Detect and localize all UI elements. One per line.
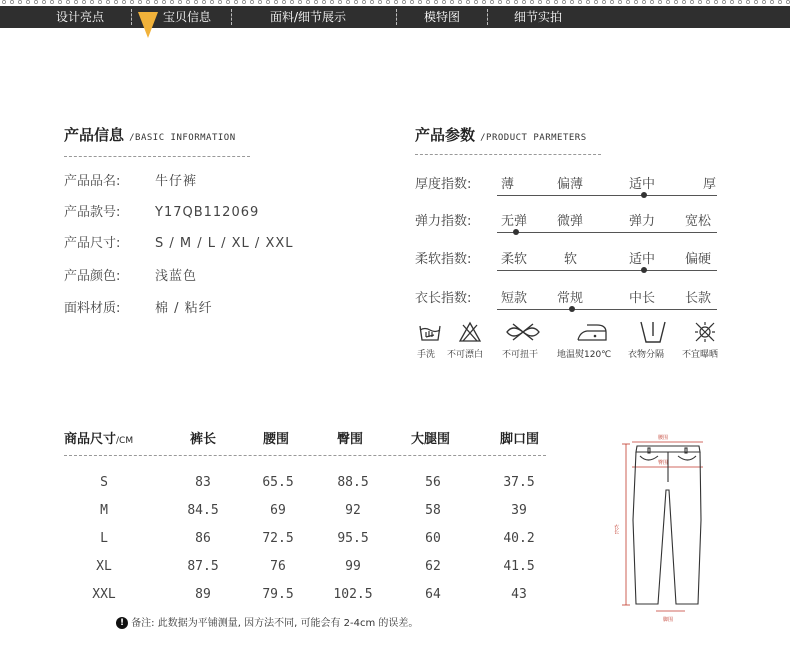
size-cell: XXL xyxy=(92,587,116,602)
info-label: 面料材质: xyxy=(64,301,121,316)
measurement-cell: 41.5 xyxy=(503,559,535,574)
nav-divider xyxy=(231,9,232,25)
separate-wash-icon xyxy=(638,319,668,345)
measurement-cell: 39 xyxy=(511,503,527,518)
size-header-label: 商品尺寸 xyxy=(64,432,117,447)
active-tab-arrow-icon xyxy=(138,12,158,38)
param-option: 常规 xyxy=(557,291,584,306)
param-option: 微弹 xyxy=(557,214,584,229)
care-label: 不可扭干 xyxy=(502,350,539,360)
nav-divider xyxy=(487,9,488,25)
size-cell: M xyxy=(100,503,108,518)
measurement-cell: 92 xyxy=(345,503,361,518)
param-option: 长款 xyxy=(685,291,712,306)
info-row xyxy=(64,297,120,316)
iron-low-icon xyxy=(575,320,609,344)
care-label: 不宜曝晒 xyxy=(682,350,719,360)
measurement-cell: 65.5 xyxy=(262,475,294,490)
table-divider xyxy=(64,455,546,456)
col-header-length: 裤长 xyxy=(190,432,217,447)
param-option: 软 xyxy=(564,252,578,267)
param-marker xyxy=(569,306,575,312)
param-label: 弹力指数: xyxy=(415,214,472,229)
measurement-cell: 43 xyxy=(511,587,527,602)
info-row xyxy=(64,170,120,189)
param-option: 弹力 xyxy=(629,214,656,229)
care-label: 地温熨120℃ xyxy=(557,350,612,360)
nav-bar xyxy=(0,6,790,28)
measurement-cell: 87.5 xyxy=(187,559,219,574)
product-info-subtitle: /BASIC INFORMATION xyxy=(129,133,236,143)
col-header-waist: 腰围 xyxy=(263,432,290,447)
param-marker xyxy=(513,229,519,235)
hand-wash-icon xyxy=(418,320,442,344)
info-label: 产品品名: xyxy=(64,174,121,189)
info-label: 产品款号: xyxy=(64,205,121,220)
param-option: 适中 xyxy=(629,177,656,192)
param-track xyxy=(497,309,717,310)
size-header-unit: /CM xyxy=(116,436,134,446)
size-cell: XL xyxy=(96,559,112,574)
param-option: 宽松 xyxy=(685,214,712,229)
param-track xyxy=(497,195,717,196)
jeans-measurement-diagram xyxy=(600,420,730,635)
hip-label: 臀围 xyxy=(658,460,669,466)
length-label: 衣长 xyxy=(613,524,619,534)
tab-fabric-details[interactable]: 面料/细节展示 xyxy=(270,10,347,24)
warning-icon: ! xyxy=(116,617,128,629)
info-value: Y17QB112069 xyxy=(155,205,260,220)
measurement-cell: 72.5 xyxy=(262,531,294,546)
product-info-heading xyxy=(64,124,236,145)
size-table-header-size xyxy=(64,428,133,447)
care-label: 不可漂白 xyxy=(447,350,484,360)
measurement-cell: 40.2 xyxy=(503,531,535,546)
heading-underline xyxy=(415,154,601,155)
param-option: 厚 xyxy=(703,177,717,192)
measurement-cell: 102.5 xyxy=(333,587,373,602)
param-option: 无弹 xyxy=(501,214,528,229)
no-wring-icon xyxy=(503,320,543,344)
col-header-thigh: 大腿围 xyxy=(411,432,451,447)
param-label: 柔软指数: xyxy=(415,252,472,267)
care-label: 衣物分隔 xyxy=(628,350,665,360)
tab-detail-shots[interactable]: 细节实拍 xyxy=(514,10,563,24)
param-track xyxy=(497,270,717,271)
measurement-cell: 76 xyxy=(270,559,286,574)
param-marker xyxy=(641,192,647,198)
param-label: 厚度指数: xyxy=(415,177,472,192)
measurement-cell: 60 xyxy=(425,531,441,546)
measurement-cell: 84.5 xyxy=(187,503,219,518)
param-option: 偏薄 xyxy=(557,177,584,192)
measurement-cell: 56 xyxy=(425,475,441,490)
tab-model-photos[interactable]: 模特图 xyxy=(424,10,461,24)
info-row xyxy=(64,265,120,284)
col-header-hem: 脚口围 xyxy=(500,432,540,447)
size-cell: S xyxy=(100,475,108,490)
param-marker xyxy=(641,267,647,273)
measurement-cell: 89 xyxy=(195,587,211,602)
param-label: 衣长指数: xyxy=(415,291,472,306)
product-params-title: 产品参数 xyxy=(415,126,476,144)
param-option: 短款 xyxy=(501,291,528,306)
care-label: 手洗 xyxy=(417,350,436,360)
measurement-cell: 86 xyxy=(195,531,211,546)
no-bleach-icon xyxy=(458,320,482,344)
measurement-cell: 58 xyxy=(425,503,441,518)
measurement-cell: 37.5 xyxy=(503,475,535,490)
info-value: 棉 / 粘纤 xyxy=(155,301,213,316)
info-row xyxy=(64,201,120,220)
hem-label: 脚围 xyxy=(663,617,674,623)
info-label: 产品颜色: xyxy=(64,269,121,284)
decorative-chain-border xyxy=(0,0,790,4)
waist-label: 腰围 xyxy=(658,435,669,441)
info-row xyxy=(64,232,120,251)
note-text: 备注: 此数据为平铺测量, 因方法不同, 可能会有 2-4cm 的误差。 xyxy=(131,618,419,629)
size-cell: L xyxy=(100,531,108,546)
product-params-heading xyxy=(415,124,587,145)
info-value: S / M / L / XL / XXL xyxy=(155,236,294,251)
param-track xyxy=(497,232,717,233)
param-option: 适中 xyxy=(629,252,656,267)
nav-divider xyxy=(131,9,132,25)
measurement-cell: 88.5 xyxy=(337,475,369,490)
measurement-cell: 95.5 xyxy=(337,531,369,546)
nav-divider xyxy=(396,9,397,25)
measurement-cell: 62 xyxy=(425,559,441,574)
param-option: 柔软 xyxy=(501,252,528,267)
tab-design-highlights[interactable]: 设计亮点 xyxy=(56,10,105,24)
measurement-cell: 64 xyxy=(425,587,441,602)
info-value: 浅蓝色 xyxy=(155,269,198,284)
info-label: 产品尺寸: xyxy=(64,236,121,251)
measurement-cell: 83 xyxy=(195,475,211,490)
info-value: 牛仔裤 xyxy=(155,174,198,189)
measurement-note xyxy=(116,614,418,629)
param-option: 薄 xyxy=(501,177,515,192)
measurement-cell: 69 xyxy=(270,503,286,518)
param-option: 偏硬 xyxy=(685,252,712,267)
product-params-subtitle: /PRODUCT PARMETERS xyxy=(480,133,587,143)
measurement-cell: 99 xyxy=(345,559,361,574)
no-sun-dry-icon xyxy=(693,320,717,344)
param-option: 中长 xyxy=(629,291,656,306)
col-header-hip: 臀围 xyxy=(337,432,364,447)
measurement-cell: 79.5 xyxy=(262,587,294,602)
jeans-outline-icon xyxy=(633,446,701,604)
heading-underline xyxy=(64,156,250,157)
tab-product-info[interactable]: 宝贝信息 xyxy=(163,10,212,24)
product-info-title: 产品信息 xyxy=(64,126,125,144)
